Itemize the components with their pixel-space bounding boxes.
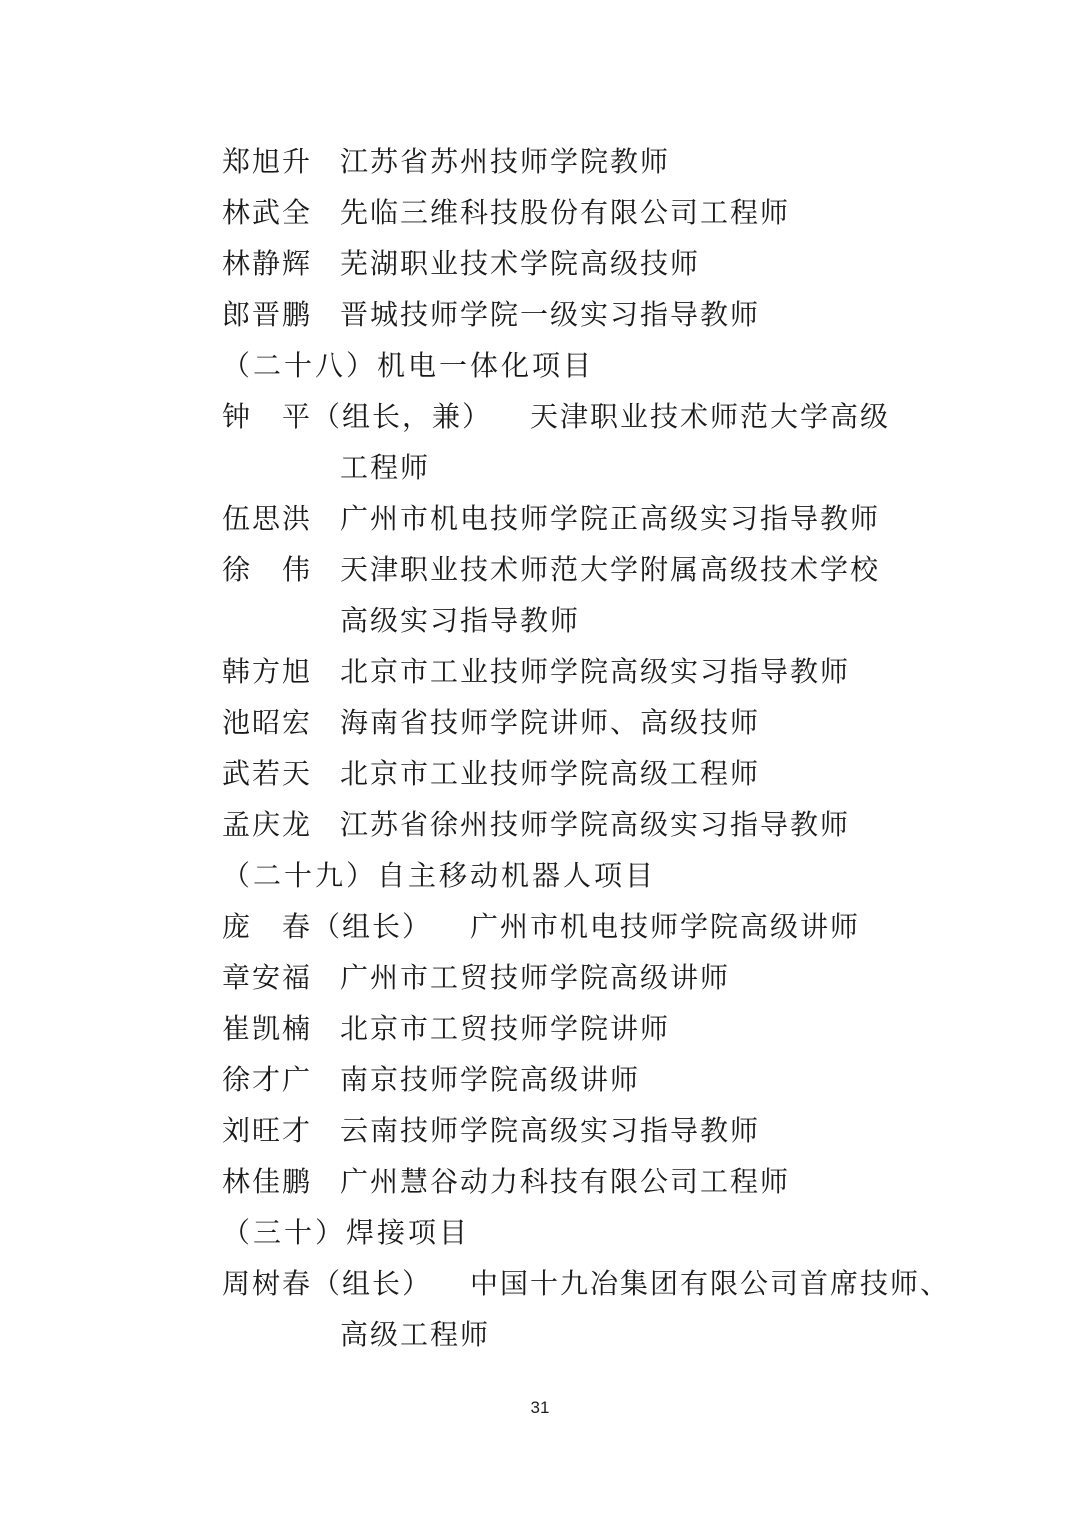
leader-name: 庞 春 [222, 910, 313, 943]
person-title: 海南省技师学院讲师、高级技师 [340, 706, 761, 739]
list-item [222, 493, 922, 544]
person-title: 芜湖职业技术学院高级技师 [340, 247, 701, 280]
person-title: 北京市工业技师学院高级实习指导教师 [340, 655, 851, 688]
person-title: 南京技师学院高级讲师 [340, 1063, 641, 1096]
person-title: 江苏省徐州技师学院高级实习指导教师 [340, 808, 851, 841]
person-title-continued: 高级实习指导教师 [340, 604, 581, 637]
person-name: 章安福 [222, 961, 313, 994]
group-leader [222, 901, 922, 952]
person-title: 江苏省苏州技师学院教师 [340, 145, 671, 178]
list-item [222, 238, 922, 289]
section-heading-28: （二十八）机电一体化项目 [222, 349, 595, 382]
page-number: 31 [530, 1398, 550, 1417]
person-name: 池昭宏 [222, 706, 313, 739]
person-name: 徐才广 [222, 1063, 313, 1096]
list-item [222, 748, 922, 799]
list-item [222, 1105, 922, 1156]
leader-role: （组长） [312, 910, 433, 943]
list-item [222, 952, 922, 1003]
leader-role: （组长） [312, 1267, 433, 1300]
person-name: 刘旺才 [222, 1114, 313, 1147]
person-title: 云南技师学院高级实习指导教师 [340, 1114, 761, 1147]
section-heading-29: （二十九）自主移动机器人项目 [222, 859, 657, 892]
leader-title-continued: 高级工程师 [340, 1318, 491, 1351]
section-heading-30: （三十）焊接项目 [222, 1216, 471, 1249]
person-name: 崔凯楠 [222, 1012, 313, 1045]
person-name: 林武全 [222, 196, 313, 229]
person-title: 北京市工业技师学院高级工程师 [340, 757, 761, 790]
person-title: 广州市工贸技师学院高级讲师 [340, 961, 731, 994]
list-item [222, 136, 922, 187]
list-item [222, 1054, 922, 1105]
person-name: 徐 伟 [222, 553, 313, 586]
list-item [222, 646, 922, 697]
leader-title-continued: 工程师 [340, 451, 431, 484]
list-item [222, 544, 922, 595]
person-name: 林佳鹏 [222, 1165, 313, 1198]
list-item [222, 289, 922, 340]
group-leader [222, 1258, 951, 1309]
leader-role: （组长，兼） [312, 400, 493, 433]
group-leader [222, 391, 922, 442]
person-name: 孟庆龙 [222, 808, 313, 841]
list-item [222, 1156, 922, 1207]
leader-title: 天津职业技术师范大学高级 [530, 400, 891, 433]
person-name: 郎晋鹏 [222, 298, 313, 331]
person-name: 韩方旭 [222, 655, 313, 688]
person-name: 武若天 [222, 757, 313, 790]
person-title: 先临三维科技股份有限公司工程师 [340, 196, 791, 229]
person-title: 晋城技师学院一级实习指导教师 [340, 298, 761, 331]
person-title: 广州慧谷动力科技有限公司工程师 [340, 1165, 791, 1198]
person-name: 林静辉 [222, 247, 313, 280]
leader-name: 周树春 [222, 1267, 313, 1300]
person-title: 广州市机电技师学院正高级实习指导教师 [340, 502, 881, 535]
personnel-list [222, 136, 951, 1360]
list-item [222, 697, 922, 748]
list-item [222, 799, 922, 850]
person-title: 北京市工贸技师学院讲师 [340, 1012, 671, 1045]
leader-name: 钟 平 [222, 400, 313, 433]
person-name: 郑旭升 [222, 145, 313, 178]
leader-title: 广州市机电技师学院高级讲师 [470, 910, 861, 943]
list-item [222, 1003, 922, 1054]
person-title: 天津职业技术师范大学附属高级技术学校 [340, 553, 881, 586]
person-name: 伍思洪 [222, 502, 313, 535]
leader-title: 中国十九冶集团有限公司首席技师、 [470, 1267, 951, 1300]
list-item [222, 187, 922, 238]
